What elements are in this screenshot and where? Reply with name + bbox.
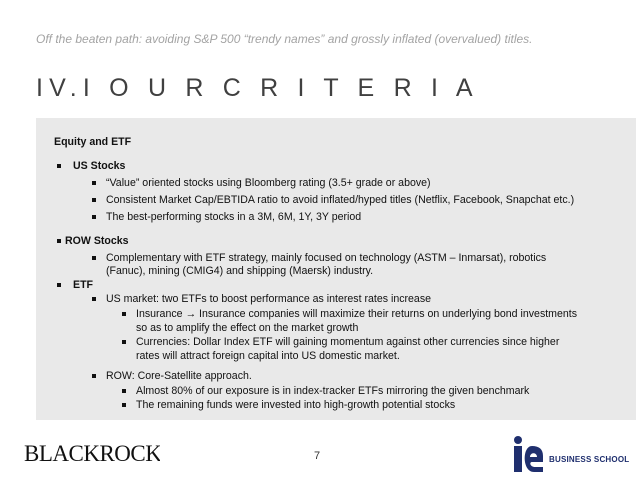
slide-tagline: Off the beaten path: avoiding S&P 500 “trendy names” and grossly inflated (overvalued) titles.	[36, 32, 533, 46]
list-item: Almost 80% of our exposure is in index-tracker ETFs mirroring the given benchmark	[136, 385, 530, 397]
list-item-continuation: so as to amplify the effect on the market growth	[136, 322, 359, 334]
page-number: 7	[314, 450, 321, 462]
business-school-label: BUSINESS SCHOOL	[549, 455, 630, 464]
list-item: “Value” oriented stocks using Bloomberg rating (3.5+ grade or above)	[106, 177, 431, 189]
bullet-square	[122, 340, 126, 344]
ie-dot-icon	[514, 436, 522, 444]
bullet-square	[122, 389, 126, 393]
bullet-square	[122, 312, 126, 316]
list-item: Consistent Market Cap/EBTIDA ratio to avoid inflated/hyped titles (Netflix, Facebook, Snapchat etc.)	[106, 194, 575, 206]
blackrock-logo	[24, 440, 160, 472]
bullet-square	[92, 181, 96, 185]
section-heading: Equity and ETF	[54, 136, 132, 148]
bullet-square	[122, 403, 126, 407]
list-item: Currencies: Dollar Index ETF will gaining momentum against other currencies since higher	[136, 336, 560, 348]
etf-label: ETF	[73, 279, 94, 291]
list-item-continuation: (Fanuc), mining (CMIG4) and shipping (Maersk) industry.	[106, 265, 374, 277]
bullet-square	[92, 297, 96, 301]
bullet-square	[57, 283, 61, 287]
bullet-square	[57, 239, 61, 243]
list-item: The remaining funds were invested into high-growth potential stocks	[136, 399, 456, 411]
bullet-square	[92, 198, 96, 202]
ie-e-icon	[525, 446, 543, 472]
list-item: Insurance → Insurance companies will maximize their returns on underlying bond investments	[136, 308, 578, 320]
bullet-square	[92, 374, 96, 378]
list-item: Complementary with ETF strategy, mainly focused on technology (ASTM – Inmarsat), robotics	[106, 252, 547, 264]
us-stocks-label: US Stocks	[73, 160, 126, 172]
list-item: The best-performing stocks in a 3M, 6M, 1Y, 3Y period	[106, 211, 362, 223]
list-item: US market: two ETFs to boost performance as interest rates increase	[106, 293, 432, 305]
slide-title: IV.I O U R C R I T E R I A	[36, 74, 479, 102]
bullet-square	[57, 164, 61, 168]
list-item: ROW: Core-Satellite approach.	[106, 370, 252, 382]
row-stocks-label: ROW Stocks	[65, 235, 129, 247]
blackrock-logo-graphic	[24, 440, 160, 466]
bullet-square	[92, 215, 96, 219]
blackrock-logo-text: BLACKROCK	[24, 441, 160, 466]
ie-business-school-logo	[508, 434, 618, 474]
bullet-square	[92, 256, 96, 260]
list-item-continuation: rates will attract foreign capital into US domestic market.	[136, 350, 400, 362]
criteria-content-box	[36, 118, 636, 420]
